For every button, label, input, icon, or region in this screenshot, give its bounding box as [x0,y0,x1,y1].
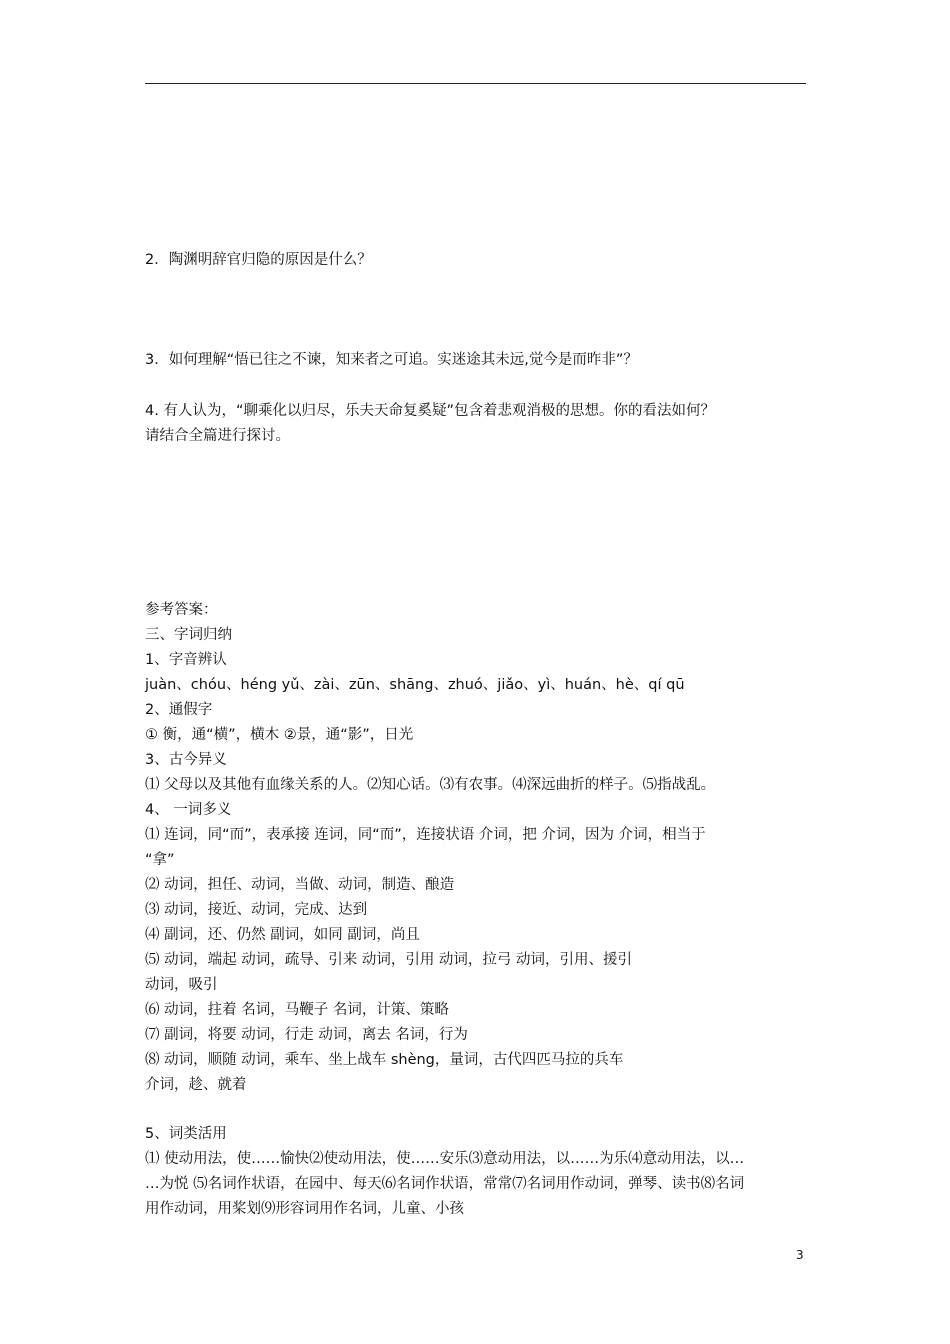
word-class-title: 5、词类活用 [145,1126,227,1142]
polysemy-line: ⑵ 动词，担任、动词，当做、动词，制造、酿造 [145,877,455,893]
question-4-line-2: 请结合全篇进行探讨。 [145,428,290,444]
section-three-title: 三、字词归纳 [145,627,232,643]
polysemy-line: ⑶ 动词，接近、动词，完成、达到 [145,902,368,918]
polysemy-line: ⑹ 动词，拄着 名词，马鞭子 名词，计策、策略 [145,1002,449,1018]
polysemy-line: ⑺ 副词，将要 动词，行走 动词，离去 名词，行为 [145,1027,468,1043]
polysemy-line: ⑻ 动词，顺随 动词，乘车、坐上战车 shèng，量词，古代四匹马拉的兵车 [145,1052,624,1068]
header-rule [145,83,806,84]
answers-heading: 参考答案： [145,602,218,618]
polysemy-title: 4、 一词多义 [145,802,232,818]
polysemy-line: 介词，趁、就着 [145,1077,247,1093]
polysemy-line: ⑴ 连词，同“而”，表承接 连词，同“而”，连接状语 介词，把 介词，因为 介词，相当于 [145,827,706,843]
pronunciation-text: juàn、chóu、héng yǔ、zài、zūn、shāng、zhuó、jiǎo、yì、huán、hè、qí qū [145,677,685,693]
question-2: 2．陶渊明辞官归隐的原因是什么？ [145,252,372,268]
question-3: 3．如何理解“悟已往之不谏，知来者之可追。实迷途其未远,觉今是而昨非”？ [145,352,638,368]
word-class-line: 用作动词，用桨划⑼形容词用作名词，儿童、小孩 [145,1201,464,1217]
polysemy-line: ⑸ 动词，端起 动词，疏导、引来 动词，引用 动词，拉弓 动词，引用、援引 [145,952,633,968]
polysemy-line: “拿” [145,852,175,868]
word-class-line: …为悦 ⑸名词作状语，在园中、每天⑹名词作状语，常常⑺名词用作动词，弹琴、读书⑻名词 [145,1176,745,1192]
polysemy-line: ⑷ 副词，还、仍然 副词，如同 副词，尚且 [145,927,420,943]
question-4-line-1: 4. 有人认为，“聊乘化以归尽，乐夫天命复奚疑”包含着悲观消极的思想。你的看法如何？ [145,403,715,419]
loan-words-title: 2、通假字 [145,702,213,718]
polysemy-line: 动词，吸引 [145,977,218,993]
word-class-line: ⑴ 使动用法，使……愉快⑵使动用法，使……安乐⑶意动用法，以……为乐⑷意动用法，以… [145,1151,745,1167]
ancient-modern-title: 3、古今异义 [145,752,227,768]
pronunciation-title: 1、字音辨认 [145,652,227,668]
ancient-modern-text: ⑴ 父母以及其他有血缘关系的人。⑵知心话。⑶有农事。⑷深远曲折的样子。⑸指战乱。 [145,777,716,793]
page-number: 3 [796,1248,804,1262]
loan-words-text: ① 衡，通“横”，横木 ②景，通“影”，日光 [145,727,414,743]
